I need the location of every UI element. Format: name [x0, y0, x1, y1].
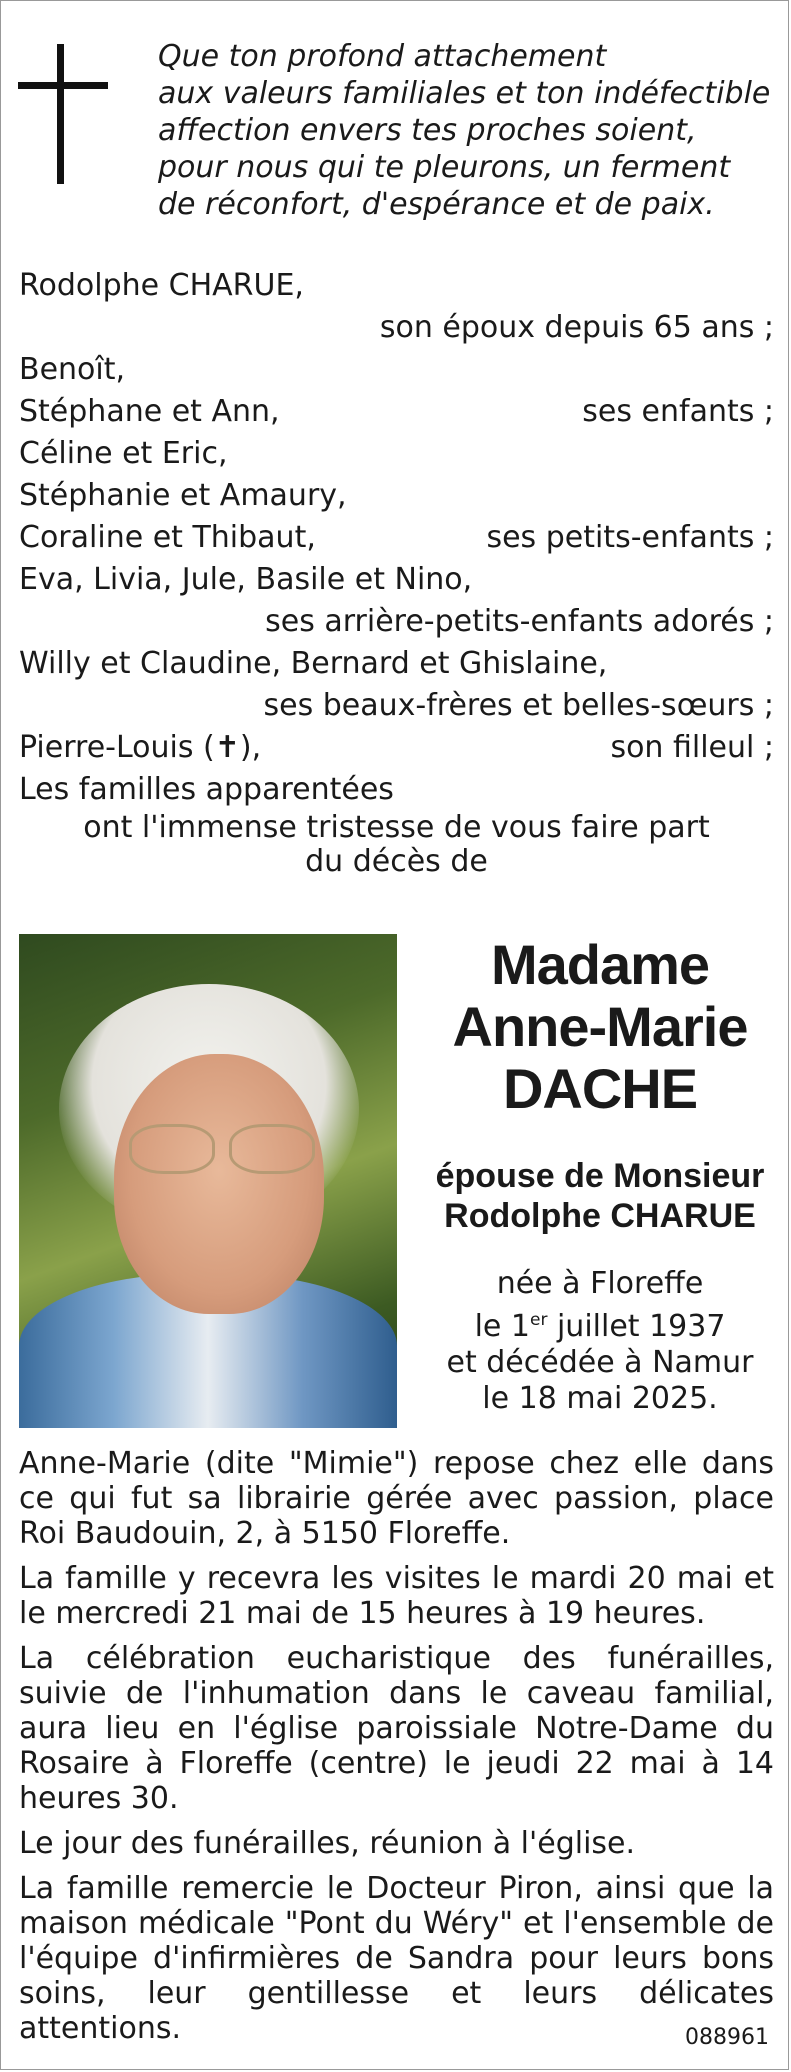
deceased-last-name: DACHE: [502, 1057, 698, 1120]
godson-name: Pierre-Louis (✝),: [19, 730, 262, 765]
husband-name: Rodolphe CHARUE,: [19, 268, 304, 303]
grandchild-name: Céline et Eric,: [19, 436, 228, 471]
godson-role: son filleul ;: [610, 730, 774, 765]
relatives: Les familles apparentées: [19, 772, 394, 807]
great-grandchildren-names: Eva, Livia, Jule, Basile et Nino,: [19, 562, 473, 597]
spouse-name: Rodolphe CHARUE: [444, 1197, 756, 1235]
grandchildren-role: ses petits-enfants ;: [486, 520, 774, 555]
death-date: le 18 mai 2025.: [482, 1381, 718, 1416]
birth-date: le 1er juillet 1937: [474, 1309, 726, 1344]
quote-line: affection envers tes proches soient,: [158, 113, 697, 148]
paragraph: La famille remercie le Docteur Piron, ainsi que la maison médicale "Pont du Wéry" et l'ensemble de l'équipe d'infirmières de Sandra pour leurs bons soins, leur gentillesse et leurs délicates attentions.: [19, 1871, 774, 2046]
details-text: [19, 1446, 774, 2056]
grandchild-name: Stéphanie et Amaury,: [19, 478, 347, 513]
family-list: [19, 265, 774, 879]
spouse-line: épouse de Monsieur: [435, 1157, 765, 1195]
epitaph-quote: [158, 38, 778, 223]
quote-line: pour nous qui te pleurons, un ferment: [158, 150, 731, 185]
paragraph: Le jour des funérailles, réunion à l'église.: [19, 1826, 636, 1861]
deceased-title: Madame: [490, 933, 710, 996]
children-role: ses enfants ;: [582, 394, 774, 429]
paragraph: La célébration eucharistique des funérailles, suivie de l'inhumation dans le caveau familial, aura lieu en l'église paroissiale Notre-Dame du Rosaire à Floreffe (centre) le jeudi 22 mai à 14 heures 30.: [19, 1641, 774, 1816]
reference-number: 088961: [685, 2025, 769, 2050]
in-laws-role: ses beaux-frères et belles-sœurs ;: [263, 688, 774, 723]
announcement-line: ont l'immense tristesse de vous faire part: [83, 810, 710, 845]
quote-line: aux valeurs familiales et ton indéfectible: [158, 76, 771, 111]
grandchild-name: Coraline et Thibaut,: [19, 520, 316, 555]
deceased-block: [420, 934, 780, 1417]
quote-line: de réconfort, d'espérance et de paix.: [158, 187, 715, 222]
birth-place: née à Floreffe: [496, 1266, 704, 1301]
child-name: Benoît,: [19, 352, 126, 387]
cross-icon: [18, 44, 108, 184]
death-place: et décédée à Namur: [446, 1345, 754, 1380]
husband-role: son époux depuis 65 ans ;: [379, 310, 774, 345]
in-laws-names: Willy et Claudine, Bernard et Ghislaine,: [19, 646, 608, 681]
deceased-first-name: Anne-Marie: [452, 995, 748, 1058]
child-name: Stéphane et Ann,: [19, 394, 280, 429]
portrait-photo: [19, 934, 397, 1428]
paragraph: Anne-Marie (dite "Mimie") repose chez elle dans ce qui fut sa librairie gérée avec passion, place Roi Baudouin, 2, à 5150 Floreffe.: [19, 1446, 774, 1551]
paragraph: La famille y recevra les visites le mardi 20 mai et le mercredi 21 mai de 15 heures à 19 heures.: [19, 1561, 774, 1631]
great-grandchildren-role: ses arrière-petits-enfants adorés ;: [265, 604, 774, 639]
quote-line: Que ton profond attachement: [158, 39, 607, 74]
announcement-line: du décès de: [305, 844, 488, 879]
